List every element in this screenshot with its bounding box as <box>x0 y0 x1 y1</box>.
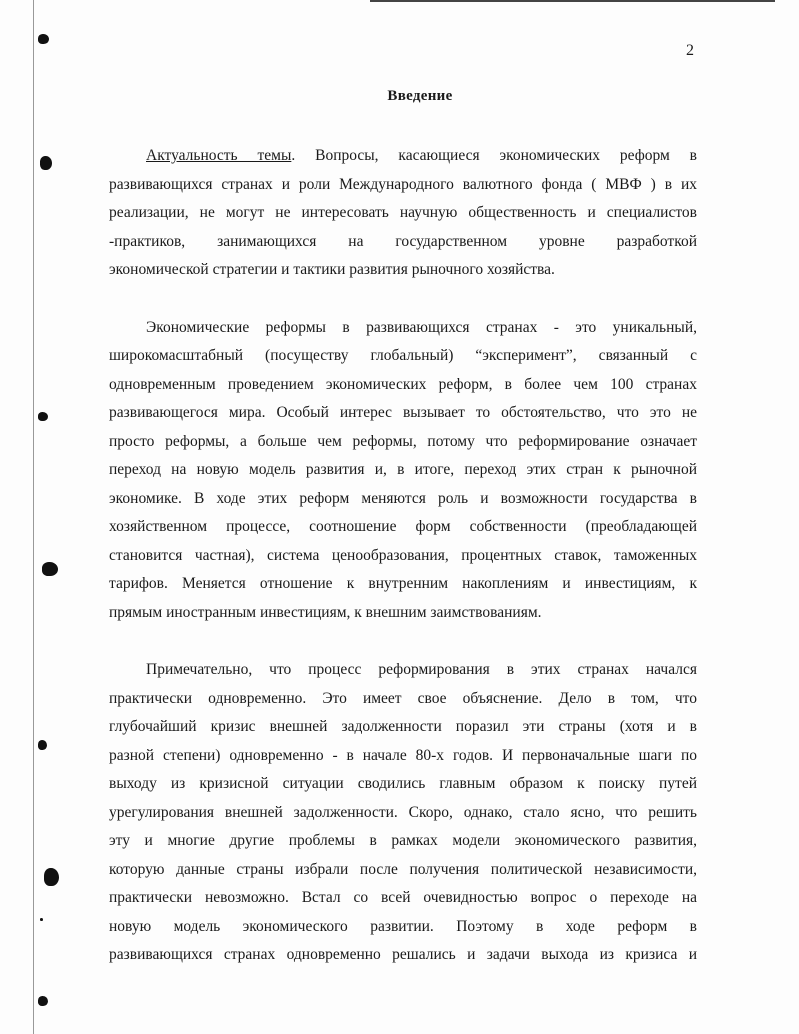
topic-relevance-heading: Актуальность темы <box>146 147 292 164</box>
paragraph-line: практически одновременно. Это имеет свое объяснение. Дело в том, что <box>109 690 697 707</box>
paragraph-line: реализации, не могут не интересовать научную общественность и специалистов <box>109 204 697 221</box>
paragraph-line: которую данные страны избрали после получения политической независимости, <box>109 861 697 878</box>
paragraph-line: просто реформы, а больше чем реформы, потому что реформирование означает <box>109 433 697 450</box>
punch-mark <box>38 740 47 750</box>
paragraph-line: глубочайший кризис внешней задолженности поразил эти страны (хотя и в <box>109 718 697 735</box>
paragraph-line: Примечательно, что процесс реформирования в этих странах начался <box>146 661 697 678</box>
paragraph-line: хозяйственном процессе, соотношение форм собственности (преобладающей <box>109 518 697 535</box>
paragraph-line: становится частная), система ценообразования, процентных ставок, таможенных <box>109 547 697 564</box>
top-rule <box>370 0 775 2</box>
punch-mark <box>40 918 43 921</box>
punch-mark <box>42 562 58 576</box>
paragraph-line <box>146 146 697 166</box>
punch-mark <box>38 412 48 421</box>
paragraph-line: Экономические реформы в развивающихся странах - это уникальный, <box>146 319 697 336</box>
paragraph-line: тарифов. Меняется отношение к внутренним накоплениям и инвестициям, к <box>109 575 697 592</box>
paragraph-line: экономике. В ходе этих реформ меняются роль и возможности государства в <box>109 490 697 507</box>
paragraph-line: экономической стратегии и тактики развития рыночного хозяйства. <box>109 261 555 278</box>
paragraph-line: выходу из кризисной ситуации сводились главным образом к поиску путей <box>109 775 697 792</box>
punch-mark <box>44 868 59 886</box>
paragraph-line: переход на новую модель развития и, в итоге, переход этих стран к рыночной <box>109 461 697 478</box>
paragraph-line: развивающихся странах и роли Международного валютного фонда ( МВФ ) в их <box>109 176 697 193</box>
punch-mark <box>38 996 48 1006</box>
punch-mark <box>40 156 52 170</box>
page-number: 2 <box>686 42 694 59</box>
paragraph-line: развивающихся странах одновременно решались и задачи выхода из кризиса и <box>109 946 697 963</box>
paragraph-line: -практиков, занимающихся на государственном уровне разработкой <box>109 233 697 250</box>
paragraph-line: прямым иностранным инвестициям, к внешним заимствованиям. <box>109 604 542 621</box>
paragraph-line: практически невозможно. Встал со всей очевидностью вопрос о переходе на <box>109 889 697 906</box>
left-margin-edge <box>33 0 34 1034</box>
paragraph-line: развивающегося мира. Особый интерес вызывает то обстоятельство, что это не <box>109 404 697 421</box>
paragraph-line: одновременным проведением экономических реформ, в более чем 100 странах <box>109 376 697 393</box>
paragraph-text: . Вопросы, касающиеся экономических реформ в <box>291 147 697 164</box>
punch-mark <box>38 34 49 44</box>
page-title: Введение <box>387 88 453 104</box>
paragraph-line: широкомасштабный (посуществу глобальный) “эксперимент”, связанный с <box>109 347 697 364</box>
paragraph-line: разной степени) одновременно - в начале 80-х годов. И первоначальные шаги по <box>109 747 697 764</box>
paragraph-line: урегулирования внешней задолженности. Скоро, однако, стало ясно, что решить <box>109 804 697 821</box>
paragraph-line: эту и многие другие проблемы в рамках модели экономического развития, <box>109 832 697 849</box>
paragraph-line: новую модель экономического развитии. Поэтому в ходе реформ в <box>109 918 697 935</box>
